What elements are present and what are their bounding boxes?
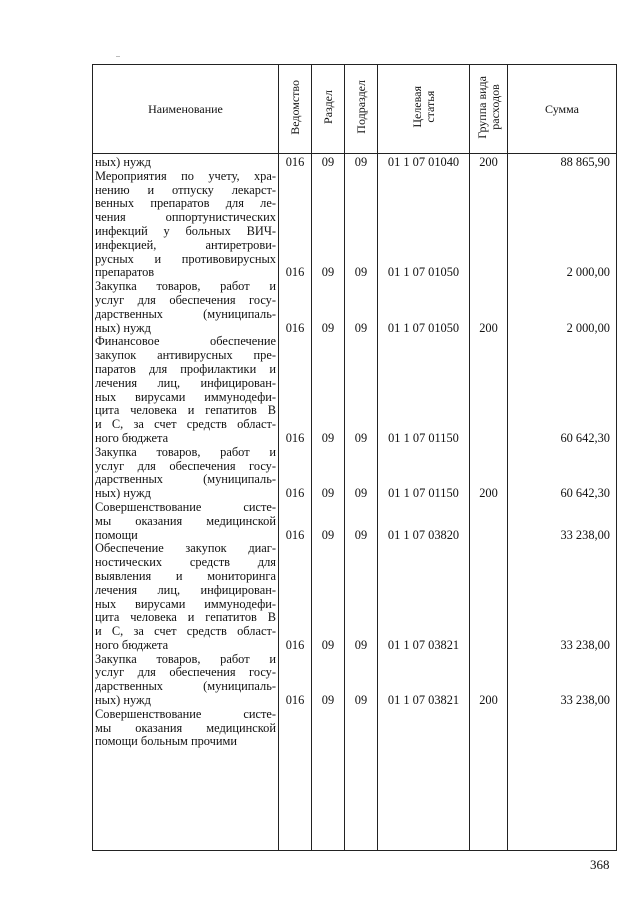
name-line: мы оказания медицинской (95, 720, 276, 735)
name-line: мы оказания медицинской (95, 513, 276, 528)
section-value: 09 (321, 320, 335, 335)
group-value: 200 (479, 155, 498, 169)
table-header-row (93, 65, 617, 154)
name-line: паратов для профилактики и (95, 361, 276, 376)
name-line: помощи больным прочими (95, 734, 237, 749)
dept-value: 016 (285, 431, 305, 445)
header-subsection: Подраздел (345, 65, 378, 154)
target-value: 01 1 07 03820 (387, 527, 460, 542)
group-value: 200 (479, 486, 498, 501)
target-value: 01 1 07 01050 (387, 320, 460, 335)
name-line: ных) нужд (95, 155, 151, 169)
scan-mark (116, 56, 120, 57)
name-line: закупок антивирусных пре- (95, 348, 276, 363)
name-line: Закупка товаров, работ и (95, 279, 276, 294)
sum-value: 2 000,00 (566, 320, 610, 335)
name-line: выявления и мониторинга (95, 568, 276, 583)
target-column (378, 154, 470, 851)
section-value: 09 (321, 486, 335, 501)
subsection-value: 09 (354, 527, 368, 542)
dept-value: 016 (285, 527, 305, 542)
dept-value: 016 (285, 265, 305, 280)
name-line: ного бюджета (95, 637, 169, 652)
dept-value: 016 (285, 693, 305, 708)
header-target: Целевая статья (378, 65, 470, 154)
name-line: ностических средств для (95, 555, 276, 570)
group-column (470, 154, 508, 851)
name-line: услуг для обеспечения госу- (95, 665, 276, 680)
name-line: ных) нужд (95, 693, 151, 708)
target-value: 01 1 07 01040 (387, 155, 460, 169)
name-line: ных вирусами иммунодефи- (95, 389, 276, 404)
name-line: русных и противовирусных (95, 251, 276, 266)
group-value: 200 (479, 320, 498, 335)
subsection-value: 09 (354, 265, 368, 280)
name-line: цита человека и гепатитов В (95, 403, 276, 418)
target-value: 01 1 07 03821 (387, 638, 460, 652)
dept-value: 016 (285, 638, 305, 652)
name-line: дарственных (муниципаль- (95, 679, 276, 694)
page-number: 368 (590, 857, 610, 872)
sum-value: 33 238,00 (560, 527, 610, 542)
dept-column (279, 154, 312, 851)
subsection-value: 09 (354, 431, 368, 445)
budget-table (92, 64, 617, 851)
group-value: 200 (479, 693, 498, 708)
name-line: Закупка товаров, работ и (95, 651, 276, 666)
name-line: дарственных (муниципаль- (95, 306, 276, 321)
sum-column (508, 154, 617, 851)
dept-value: 016 (285, 320, 305, 335)
target-value: 01 1 07 03821 (387, 693, 460, 708)
sum-value: 60 642,30 (560, 431, 610, 445)
target-value: 01 1 07 01150 (388, 486, 459, 501)
name-line: лечения лиц, инфицирован- (95, 375, 276, 390)
sum-value: 33 238,00 (560, 693, 610, 708)
header-section: Раздел (312, 65, 345, 154)
subsection-value: 09 (354, 320, 368, 335)
sum-value: 33 238,00 (560, 638, 610, 652)
header-group: Группа вида расходов (470, 65, 508, 154)
name-line: Закупка товаров, работ и (95, 444, 276, 459)
section-value: 09 (321, 638, 335, 652)
section-value: 09 (321, 527, 335, 542)
target-value: 01 1 07 01050 (387, 265, 460, 280)
section-value: 09 (321, 265, 335, 280)
name-line: ного бюджета (95, 430, 169, 445)
header-sum: Сумма (508, 65, 617, 154)
name-line: Совершенствование систе- (95, 499, 276, 514)
sum-value: 2 000,00 (566, 265, 610, 280)
name-line: и С, за счет средств област- (95, 624, 276, 639)
dept-value: 016 (285, 486, 305, 501)
section-column (312, 154, 345, 851)
section-value: 09 (321, 693, 335, 708)
name-line: Совершенствование систе- (95, 706, 276, 721)
subsection-value: 09 (354, 486, 368, 501)
name-line: и С, за счет средств област- (95, 417, 276, 432)
name-column (93, 154, 279, 851)
name-line: ных вирусами иммунодефи- (95, 596, 276, 611)
name-line: услуг для обеспечения госу- (95, 292, 276, 307)
header-dept: Ведомство (279, 65, 312, 154)
sum-value: 60 642,30 (560, 486, 610, 501)
subsection-column (345, 154, 378, 851)
name-line: Обеспечение закупок диаг- (95, 541, 276, 556)
name-line: услуг для обеспечения госу- (95, 458, 276, 473)
name-line: инфекцией, антиретрови- (95, 237, 276, 252)
name-line: Финансовое обеспечение (95, 334, 276, 349)
name-line: венных препаратов для ле- (95, 196, 276, 211)
name-line: помощи (95, 527, 138, 542)
name-line: лечения лиц, инфицирован- (95, 582, 276, 597)
table-body-row (93, 154, 617, 851)
name-line: Мероприятия по учету, хра- (95, 168, 276, 183)
subsection-value: 09 (354, 155, 368, 169)
subsection-value: 09 (354, 693, 368, 708)
name-line: чения оппортунистических (95, 210, 276, 225)
name-line: ных) нужд (95, 486, 151, 501)
section-value: 09 (321, 155, 335, 169)
name-line: ных) нужд (95, 320, 151, 335)
name-line: дарственных (муниципаль- (95, 472, 276, 487)
subsection-value: 09 (354, 638, 368, 652)
target-value: 01 1 07 01150 (388, 431, 459, 445)
dept-value: 016 (285, 155, 305, 169)
header-name: Наименование (93, 65, 279, 154)
name-line: инфекций у больных ВИЧ- (95, 223, 276, 238)
name-line: цита человека и гепатитов В (95, 610, 276, 625)
sum-value: 88 865,90 (560, 155, 610, 169)
section-value: 09 (321, 431, 335, 445)
name-line: нению и отпуску лекарст- (95, 182, 276, 197)
name-line: препаратов (95, 265, 155, 280)
